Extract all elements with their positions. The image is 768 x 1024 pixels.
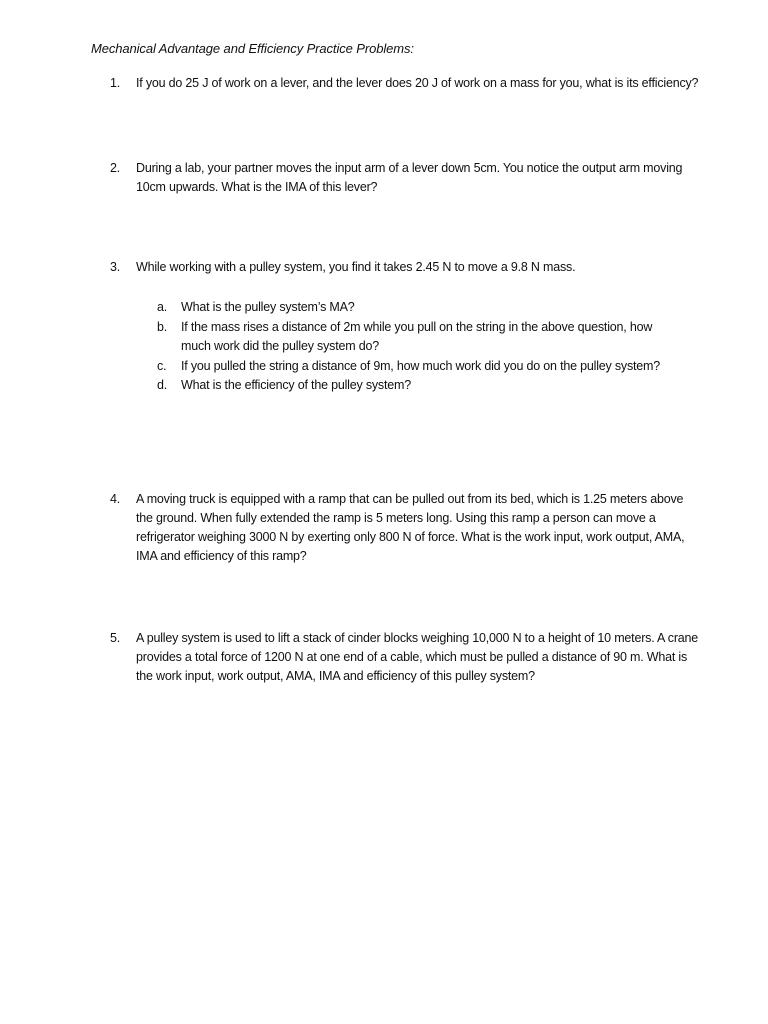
problem-number: 5. bbox=[110, 631, 121, 645]
problem-5 bbox=[110, 629, 700, 686]
subquestion-text: If you pulled the string a distance of 9m, how much work did you do on the pulley system? bbox=[181, 358, 660, 373]
subquestion-a bbox=[157, 298, 677, 318]
subquestion-letter: d. bbox=[157, 378, 168, 392]
subquestion-c bbox=[157, 357, 677, 377]
problem-number: 4. bbox=[110, 492, 121, 506]
problem-number: 2. bbox=[110, 161, 121, 175]
subquestion-text: What is the pulley system’s MA? bbox=[181, 300, 355, 314]
problem-number: 3. bbox=[110, 260, 121, 274]
subquestion-letter: b. bbox=[157, 319, 168, 334]
problem-1 bbox=[110, 74, 700, 93]
problem-text: During a lab, your partner moves the input arm of a lever down 5cm. You notice the output arm moving 10cm upwards. What is the IMA of this lever? bbox=[136, 161, 683, 194]
problem-3 bbox=[110, 258, 700, 277]
subquestion-d bbox=[157, 376, 677, 396]
problem-text: A pulley system is used to lift a stack of cinder blocks weighing 10,000 N to a height of 10 meters. A crane provides a total force of 1200 N at one end of a cable, which must be pulled a distance of 90 m. What is the work input, work output, AMA, IMA and efficiency of this pulley system? bbox=[136, 631, 699, 683]
subquestion-text: If the mass rises a distance of 2m while you pull on the string in the above question, how much work did the pulley system do? bbox=[181, 319, 653, 353]
subquestion-text: What is the efficiency of the pulley system? bbox=[181, 378, 411, 392]
worksheet-title: Mechanical Advantage and Efficiency Practice Problems: bbox=[91, 41, 414, 56]
problem-text: A moving truck is equipped with a ramp that can be pulled out from its bed, which is 1.25 meters above the ground. When fully extended the ramp is 5 meters long. Using this ramp a person can move a refrigerator weighing 3000 N by exerting only 800 N of force. What is the work input, work output, AMA, IMA and efficiency of this ramp? bbox=[136, 492, 685, 563]
problem-4 bbox=[110, 490, 700, 566]
subquestion-b bbox=[157, 318, 677, 357]
problem-2 bbox=[110, 159, 700, 197]
subquestion-letter: c. bbox=[157, 358, 167, 373]
subquestion-letter: a. bbox=[157, 300, 168, 314]
problem-text: If you do 25 J of work on a lever, and the lever does 20 J of work on a mass for you, what is its efficiency? bbox=[136, 76, 699, 90]
problem-3-subquestions bbox=[157, 298, 677, 396]
problem-number: 1. bbox=[110, 76, 121, 90]
problem-text: While working with a pulley system, you find it takes 2.45 N to move a 9.8 N mass. bbox=[136, 260, 576, 274]
